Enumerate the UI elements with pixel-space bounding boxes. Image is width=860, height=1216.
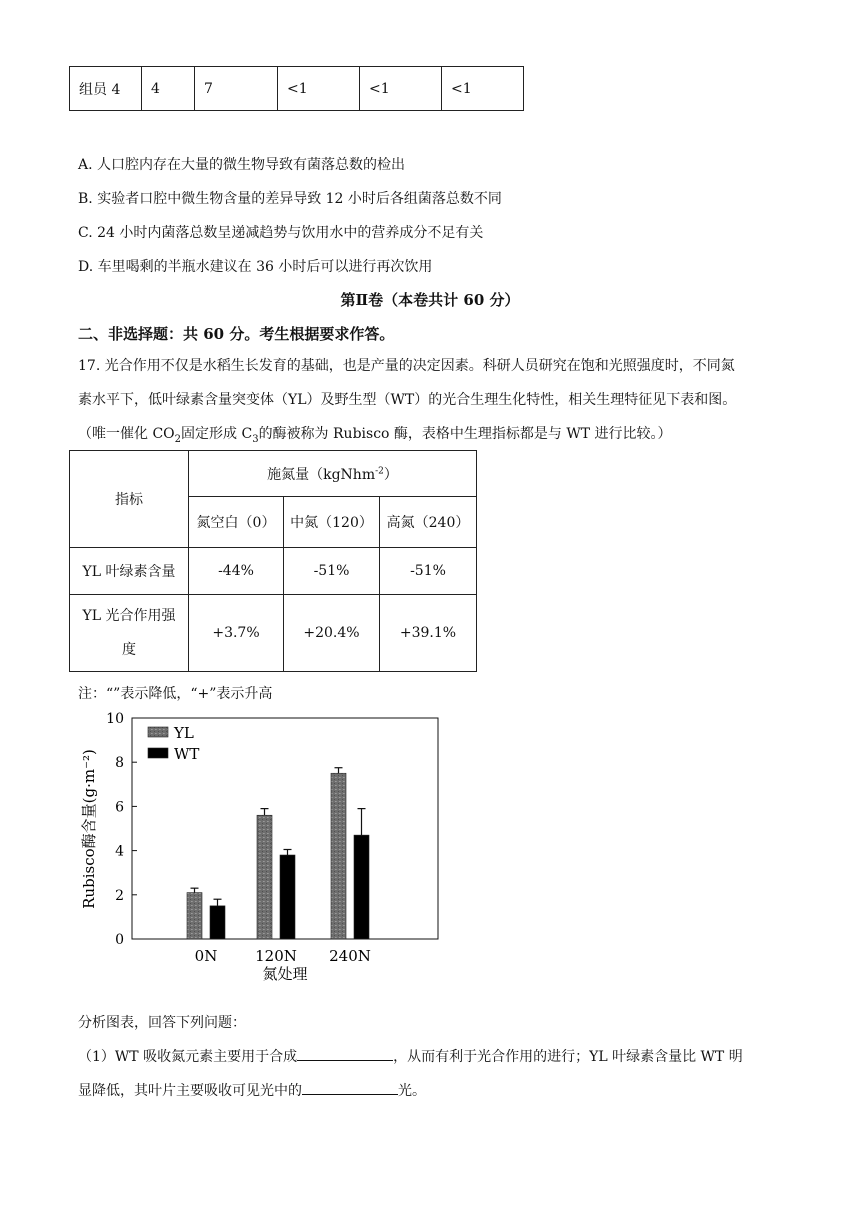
answer-blank[interactable] <box>297 1046 393 1061</box>
x-axis-labels <box>195 947 371 965</box>
table-cell: 组员 4 <box>70 67 142 111</box>
row-label-cell: YL 光合作用强 度 <box>70 595 189 672</box>
table-cell: +39.1% <box>380 595 477 672</box>
option-b: B. 实验者口腔中微生物含量的差异导致 12 小时后各组菌落总数不同 <box>78 191 502 207</box>
table-row <box>70 595 477 672</box>
rubisco-bar-chart <box>60 705 460 990</box>
x-tick-label: 240N <box>329 947 371 965</box>
legend-label: YL <box>174 724 194 742</box>
option-a: A. 人口腔内存在大量的微生物导致有菌落总数的检出 <box>78 157 406 173</box>
section-title: 第Ⅱ卷（本卷共计 60 分） <box>340 291 520 309</box>
row-label-cell: YL 叶绿素含量 <box>70 548 189 595</box>
y-tick-label: 8 <box>115 755 124 772</box>
table-row <box>70 67 524 111</box>
table-cell: -44% <box>189 548 284 595</box>
question-1-line: （1）WT 吸收氮元素主要用于合成 ，从而有利于光合作用的进行；YL 叶绿素含量比 WT 明 <box>78 1046 790 1067</box>
column-header-cell: 中氮（120） <box>284 497 380 548</box>
y-tick-label: 0 <box>115 932 124 948</box>
y-tick-label: 2 <box>115 887 124 904</box>
row-header-cell: 指标 <box>70 451 189 548</box>
legend-swatch <box>148 748 168 758</box>
question-1-line: 显降低，其叶片主要吸收可见光中的 光。 <box>78 1080 790 1101</box>
bar-yl <box>187 893 202 939</box>
question-text-line: （唯一催化 $CO_2$固定形成 $C_3$的酶被称为 Rubisco 酶，表格中生理指标都是与 WT 进行比较。） <box>78 426 672 445</box>
table-cell: 7 <box>195 67 278 111</box>
table-cell: <1 <box>442 67 524 111</box>
table-cell: <1 <box>278 67 360 111</box>
table-row <box>70 548 477 595</box>
table-cell: +20.4% <box>284 595 380 672</box>
table-row <box>70 451 477 497</box>
x-tick-label: 0N <box>194 947 218 965</box>
chart-legend <box>148 724 199 763</box>
x-axis-label: 氮处理 <box>262 965 308 983</box>
y-tick-label: 4 <box>115 843 124 860</box>
bar-yl <box>331 773 346 939</box>
analysis-prompt: 分析图表，回答下列问题： <box>78 1015 246 1031</box>
table-cell: +3.7% <box>189 595 284 672</box>
bar-wt <box>354 835 369 939</box>
column-header-cell: 氮空白（0） <box>189 497 284 548</box>
table-cell: 4 <box>142 67 195 111</box>
question-text-line: 17. 光合作用不仅是水稻生长发育的基础，也是产量的决定因素。科研人员研究在饱和光照强度时，不同氮 <box>78 358 735 374</box>
result-table <box>69 66 524 111</box>
legend-label: WT <box>174 745 200 763</box>
x-tick-label: 120N <box>255 947 297 965</box>
y-tick-label: 10 <box>106 711 124 727</box>
group-header-cell: 施氮量（kgNhm$^{-2}$） <box>189 451 477 497</box>
section-subtitle: 二、非选择题：共 60 分。考生根据要求作答。 <box>78 325 395 343</box>
y-axis-label: Rubisco酶含量(g·m⁻²) <box>80 749 98 909</box>
option-c: C. 24 小时内菌落总数呈递减趋势与饮用水中的营养成分不足有关 <box>78 225 484 241</box>
legend-swatch <box>148 727 168 737</box>
y-tick-label: 6 <box>115 799 124 816</box>
bar-wt <box>280 855 295 939</box>
table-cell: -51% <box>284 548 380 595</box>
column-header-cell: 高氮（240） <box>380 497 477 548</box>
data-table <box>69 450 477 672</box>
answer-blank[interactable] <box>302 1080 398 1095</box>
bar-yl <box>257 815 272 939</box>
table-note: 注：“”表示降低，“+”表示升高 <box>78 686 273 702</box>
option-d: D. 车里喝剩的半瓶水建议在 36 小时后可以进行再次饮用 <box>78 259 433 275</box>
bars-group <box>187 768 369 939</box>
bar-wt <box>210 906 225 939</box>
table-cell: -51% <box>380 548 477 595</box>
table-cell: <1 <box>360 67 442 111</box>
question-text-line: 素水平下，低叶绿素含量突变体（YL）及野生型（WT）的光合生理生化特性，相关生理特征见下表和图。 <box>78 392 737 408</box>
